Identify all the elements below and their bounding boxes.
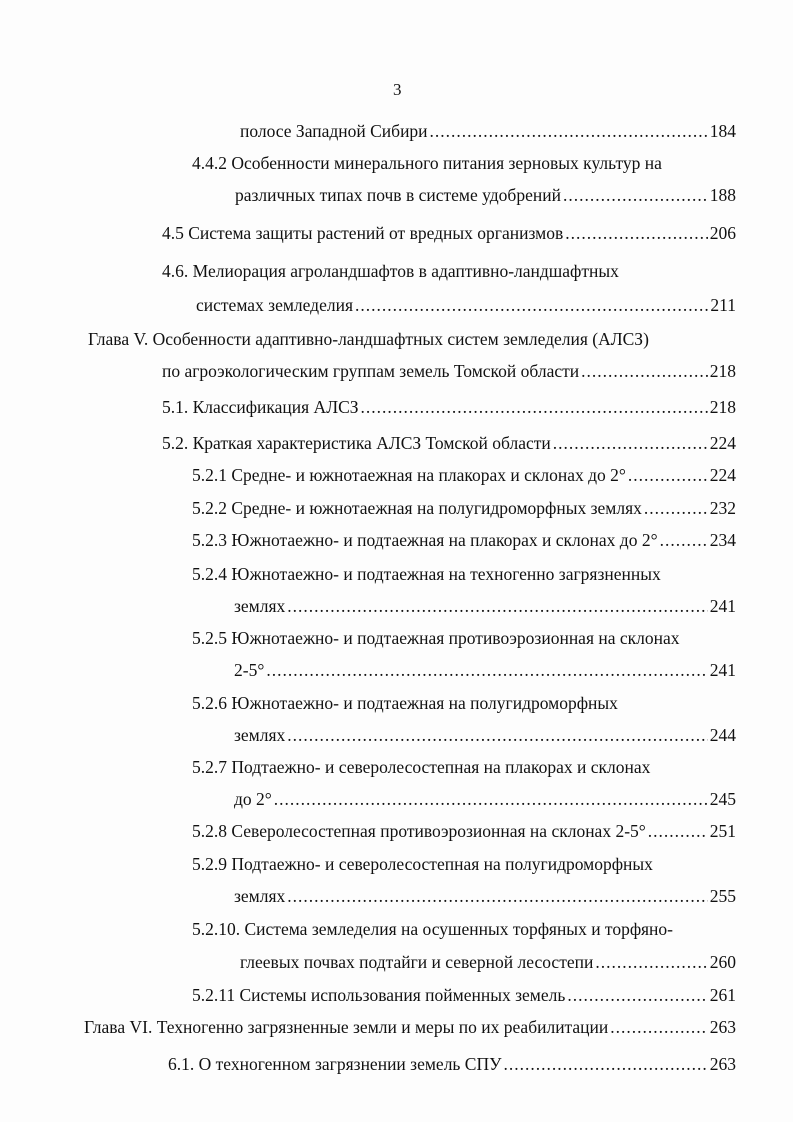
- toc-entry-text: различных типах почв в системе удобрений: [235, 185, 561, 205]
- toc-leader: [648, 821, 708, 841]
- toc-entry-line: 4.6. Мелиорация агроландшафтов в адаптивно-ландшафтных: [162, 261, 619, 281]
- toc-leader: [287, 596, 707, 616]
- toc-entry-text: землях: [234, 886, 286, 906]
- toc-entry: [196, 295, 736, 315]
- toc-entry-line: 5.2.9 Подтаежно- и северолесостепная на полугидроморфных: [192, 854, 653, 874]
- toc-leader: [567, 985, 707, 1005]
- toc-leader: [565, 223, 708, 243]
- toc-leader: [595, 952, 707, 972]
- toc-leader: [581, 361, 708, 381]
- toc-leader: [287, 886, 707, 906]
- toc-chapter-line: Глава V. Особенности адаптивно-ландшафтных систем земледелия (АЛСЗ): [88, 329, 649, 349]
- toc-entry: [234, 596, 736, 616]
- toc-entry-page: 263: [709, 1017, 736, 1037]
- toc-leader: [610, 1017, 707, 1037]
- toc-entry-line: 5.2.7 Подтаежно- и северолесостепная на плакорах и склонах: [192, 757, 651, 777]
- toc-entry: [240, 121, 736, 141]
- toc-entry-text: глеевых почвах подтайги и северной лесостепи: [240, 952, 594, 972]
- toc-leader: [355, 295, 708, 315]
- toc-entry-page: 218: [709, 361, 736, 381]
- toc-entry: [192, 465, 736, 485]
- toc-entry-text: 5.2.3 Южнотаежно- и подтаежная на плакорах и склонах до 2°: [192, 530, 658, 550]
- page-number: 3: [393, 80, 402, 99]
- toc-entry-page: 188: [709, 185, 736, 205]
- toc-entry-text: по агроэкологическим группам земель Томской области: [162, 361, 580, 381]
- toc-entry: [192, 821, 736, 841]
- toc-entry-text: до 2°: [234, 789, 272, 809]
- toc-entry-text: 4.5 Система защиты растений от вредных организмов: [162, 223, 564, 243]
- toc-entry: [234, 725, 736, 745]
- toc-entry: [162, 361, 736, 381]
- toc-entry-line: 5.2.5 Южнотаежно- и подтаежная противоэрозионная на склонах: [192, 628, 680, 648]
- toc-entry-text: 5.2.11 Системы использования пойменных земель: [192, 985, 566, 1005]
- toc-leader: [628, 465, 708, 485]
- toc-entry-page: 241: [709, 596, 736, 616]
- toc-entry-line: 5.2.10. Система земледелия на осушенных торфяных и торфяно-: [192, 919, 673, 939]
- toc-entry-page: 211: [710, 295, 736, 315]
- toc-entry-page: 255: [709, 886, 736, 906]
- toc-entry-page: 184: [709, 121, 736, 141]
- toc-entry: [162, 223, 736, 243]
- toc-entry-page: 224: [709, 465, 736, 485]
- toc-entry: [192, 985, 736, 1005]
- toc-leader: [430, 121, 708, 141]
- toc-entry: [84, 1017, 736, 1037]
- toc-entry: [234, 789, 736, 809]
- toc-entry-text: 5.2.8 Северолесостепная противоэрозионная на склонах 2-5°: [192, 821, 646, 841]
- toc-entry: [168, 1054, 736, 1074]
- toc-entry-text: 5.1. Классификация АЛСЗ: [162, 397, 359, 417]
- toc-entry-page: 232: [709, 498, 736, 518]
- toc-entry-text: землях: [234, 596, 286, 616]
- toc-leader: [274, 789, 708, 809]
- toc-entry-page: 234: [709, 530, 736, 550]
- toc-entry-text: 2-5°: [234, 660, 265, 680]
- toc-entry-page: 218: [709, 397, 736, 417]
- toc-entry-text: системах земледелия: [196, 295, 354, 315]
- toc-entry-line: 5.2.6 Южнотаежно- и подтаежная на полугидроморфных: [192, 693, 618, 713]
- toc-entry: [192, 498, 736, 518]
- toc-entry-line: 5.2.4 Южнотаежно- и подтаежная на техногенно загрязненных: [192, 564, 661, 584]
- toc-entry-page: 224: [709, 433, 736, 453]
- toc-leader: [266, 660, 707, 680]
- toc-entry-line: 4.4.2 Особенности минерального питания зерновых культур на: [192, 153, 662, 173]
- toc-entry-text: Глава VI. Техногенно загрязненные земли и меры по их реабилитации: [84, 1017, 609, 1037]
- toc-entry-text: 5.2. Краткая характеристика АЛСЗ Томской области: [162, 433, 551, 453]
- toc-entry-text: полосе Западной Сибири: [240, 121, 428, 141]
- toc-leader: [660, 530, 708, 550]
- toc-entry-page: 251: [709, 821, 736, 841]
- toc-entry: [192, 530, 736, 550]
- toc-leader: [361, 397, 708, 417]
- toc-entry-page: 241: [709, 660, 736, 680]
- toc-entry: [235, 185, 736, 205]
- toc-entry-page: 263: [709, 1054, 736, 1074]
- toc-entry: [240, 952, 736, 972]
- toc-entry: [234, 886, 736, 906]
- toc-entry: [234, 660, 736, 680]
- toc-leader: [563, 185, 708, 205]
- toc-entry-page: 245: [709, 789, 736, 809]
- toc-leader: [553, 433, 708, 453]
- toc-entry-text: 6.1. О техногенном загрязнении земель СПУ: [168, 1054, 502, 1074]
- toc-entry-page: 206: [709, 223, 736, 243]
- toc-leader: [287, 725, 707, 745]
- toc-entry-text: 5.2.1 Средне- и южнотаежная на плакорах и склонах до 2°: [192, 465, 626, 485]
- toc-entry-page: 260: [709, 952, 736, 972]
- toc-entry-page: 244: [709, 725, 736, 745]
- toc-leader: [503, 1054, 707, 1074]
- toc-entry-text: 5.2.2 Средне- и южнотаежная на полугидроморфных землях: [192, 498, 642, 518]
- toc-entry-page: 261: [709, 985, 736, 1005]
- toc-entry-text: землях: [234, 725, 286, 745]
- toc-entry: [162, 397, 736, 417]
- toc-entry: [162, 433, 736, 453]
- toc-leader: [644, 498, 708, 518]
